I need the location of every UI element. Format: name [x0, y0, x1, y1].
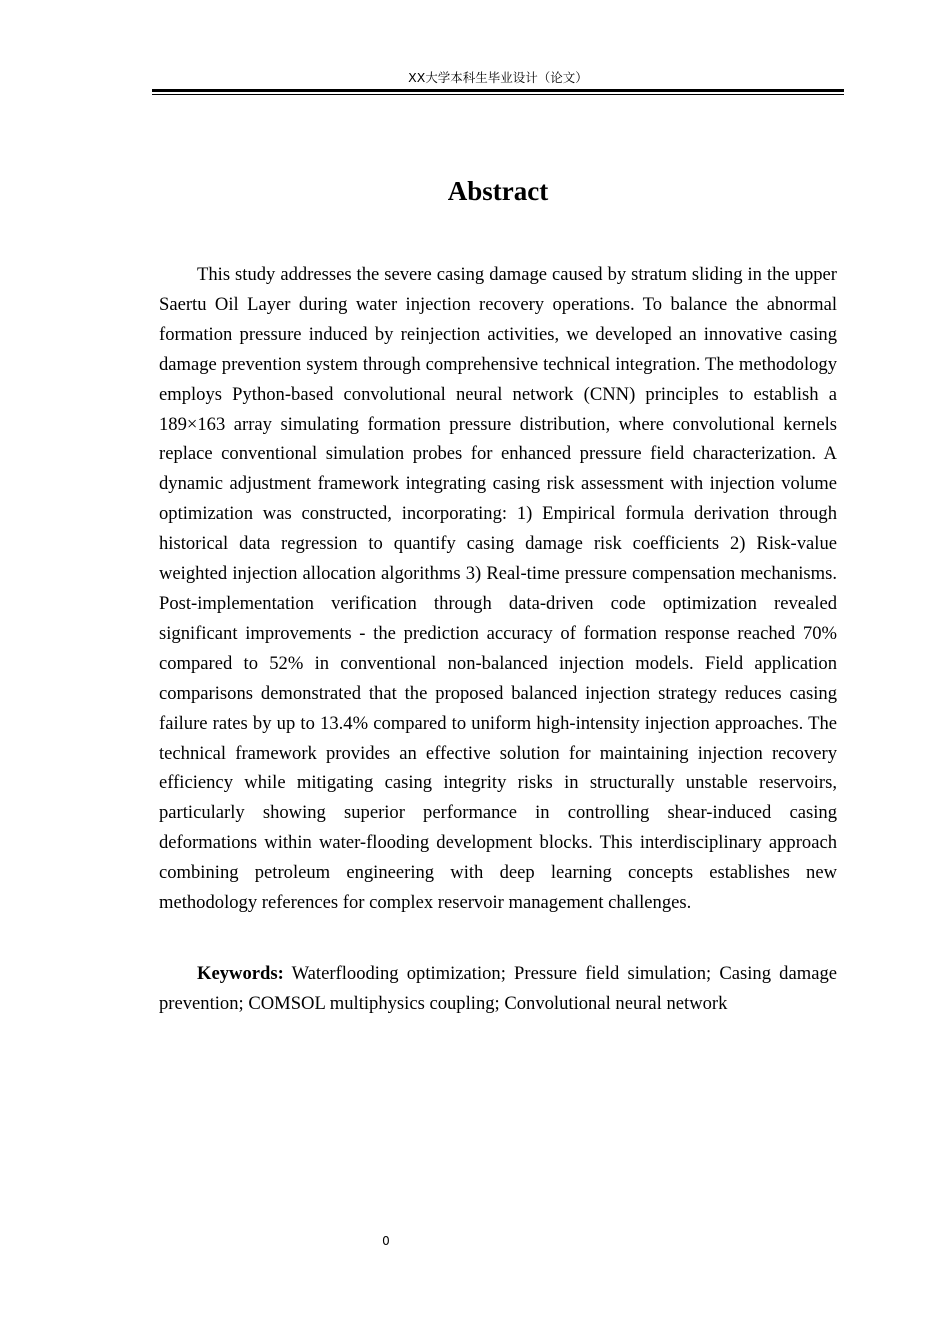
page-number: 0 — [382, 1234, 390, 1248]
header-rule-thick — [152, 89, 844, 92]
abstract-title: Abstract — [447, 176, 549, 206]
abstract-body: This study addresses the severe casing damage caused by stratum sliding in the upper Saertu Oil Layer during water injection recovery operations. To balance the abnormal formation pressure induced by reinjection activities, we developed an innovative casing damage prevention system through comprehensive technical integration. The methodology employs Python-based convolutional neural network (CNN) principles to establish a 189×163 array simulating formation pressure distribution, where convolutional kernels replace conventional simulation probes for enhanced pressure field characterization. A dynamic adjustment framework integrating casing risk assessment with injection volume optimization was constructed, incorporating: 1) Empirical formula derivation through historical data regression to quantify casing damage risk coefficients 2) Risk-value weighted injection allocation algorithms 3) Real-time pressure compensation mechanisms. Post-implementation verification through data-driven code optimization revealed significant improvements - the prediction accuracy of formation response reached 70% compared to 52% in conventional non-balanced injection models. Field application comparisons demonstrated that the proposed balanced injection strategy reduces casing failure rates by up to 13.4% compared to uniform high-intensity injection approaches. The technical framework provides an effective solution for maintaining injection recovery efficiency while mitigating casing integrity risks in structurally unstable reservoirs, particularly showing superior performance in controlling shear-induced casing deformations within water-flooding development blocks. This interdisciplinary approach combining petroleum engineering with deep learning concepts establishes new methodology references for complex reservoir management challenges. — [159, 264, 837, 914]
keywords-text: Waterflooding optimization; Pressure field simulation; Casing damage prevention; COMSOL multiphysics coupling; Convolutional neural network — [159, 963, 837, 1014]
keywords-paragraph — [159, 959, 837, 1019]
header-rule-thin — [152, 94, 844, 95]
running-header: XX大学本科生毕业设计（论文） — [408, 70, 588, 85]
keywords-label: Keywords: — [197, 963, 284, 984]
